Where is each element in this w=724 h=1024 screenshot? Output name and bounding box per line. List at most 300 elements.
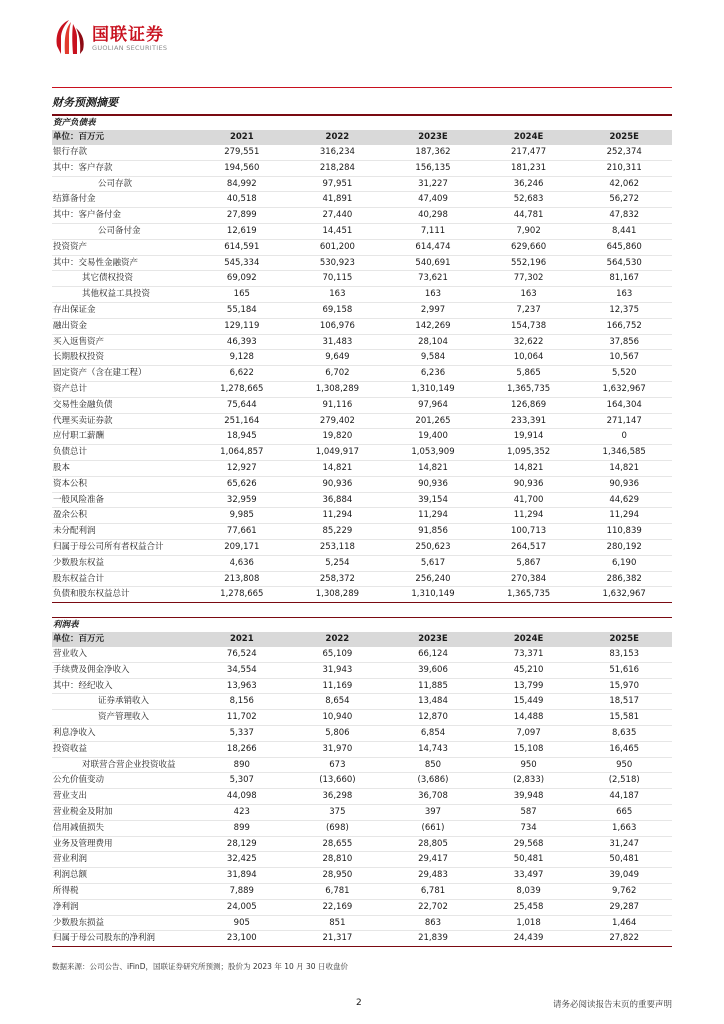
table-row	[52, 302, 672, 318]
cell-value: 1,464	[576, 915, 672, 931]
cell-value: 164,304	[576, 397, 672, 413]
cell-value: 163	[385, 287, 481, 303]
row-label: 营业支出	[52, 789, 194, 805]
cell-value: 129,119	[194, 318, 290, 334]
cell-value: 83,153	[576, 647, 672, 662]
cell-value: 65,109	[290, 647, 386, 662]
cell-value: 44,098	[194, 789, 290, 805]
cell-value: (698)	[290, 820, 386, 836]
year-header: 2025E	[576, 130, 672, 145]
cell-value: 24,439	[481, 931, 577, 947]
table-row	[52, 239, 672, 255]
header-rule	[52, 87, 672, 88]
cell-value: 1,018	[481, 915, 577, 931]
cell-value: 564,530	[576, 255, 672, 271]
cell-value: 851	[290, 915, 386, 931]
table-row	[52, 492, 672, 508]
row-label: 未分配利润	[52, 524, 194, 540]
data-source-note: 数据来源：公司公告、iFinD，国联证券研究所预测；股价为 2023 年 10 月 30 日收盘价	[52, 962, 348, 971]
cell-value: 28,104	[385, 334, 481, 350]
table-row	[52, 678, 672, 694]
row-label: 公允价值变动	[52, 773, 194, 789]
cell-value: 73,621	[385, 271, 481, 287]
cell-value: 11,169	[290, 678, 386, 694]
cell-value: 5,337	[194, 725, 290, 741]
cell-value: (2,518)	[576, 773, 672, 789]
table-row	[52, 662, 672, 678]
cell-value: 14,821	[290, 460, 386, 476]
row-label: 少数股东权益	[52, 555, 194, 571]
cell-value: 37,856	[576, 334, 672, 350]
cell-value: 423	[194, 804, 290, 820]
row-label: 利息净收入	[52, 725, 194, 741]
row-label: 业务及管理费用	[52, 836, 194, 852]
year-header: 2021	[194, 632, 290, 647]
cell-value: 316,234	[290, 145, 386, 160]
cell-value: 1,310,149	[385, 381, 481, 397]
cell-value: 66,124	[385, 647, 481, 662]
cell-value: 65,626	[194, 476, 290, 492]
row-label: 资产管理收入	[52, 710, 194, 726]
cell-value: 39,154	[385, 492, 481, 508]
cell-value: 47,409	[385, 192, 481, 208]
cell-value: 1,346,585	[576, 445, 672, 461]
row-label: 证券承销收入	[52, 694, 194, 710]
disclaimer-note: 请务必阅读报告末页的重要声明	[552, 1000, 672, 1010]
cell-value: 91,116	[290, 397, 386, 413]
cell-value: 165	[194, 287, 290, 303]
cell-value: 271,147	[576, 413, 672, 429]
cell-value: 163	[576, 287, 672, 303]
row-label: 银行存款	[52, 145, 194, 160]
row-label: 买入返售资产	[52, 334, 194, 350]
cell-value: 39,049	[576, 868, 672, 884]
row-label: 投资资产	[52, 239, 194, 255]
cell-value: 46,393	[194, 334, 290, 350]
cell-value: 18,266	[194, 741, 290, 757]
table-row	[52, 445, 672, 461]
cell-value: 36,298	[290, 789, 386, 805]
cell-value: 6,236	[385, 366, 481, 382]
cell-value: 250,623	[385, 539, 481, 555]
cell-value: 545,334	[194, 255, 290, 271]
cell-value: 40,298	[385, 208, 481, 224]
table-row	[52, 381, 672, 397]
cell-value: 32,622	[481, 334, 577, 350]
cell-value: 587	[481, 804, 577, 820]
row-label: 其它债权投资	[52, 271, 194, 287]
cell-value: 13,799	[481, 678, 577, 694]
cell-value: 21,317	[290, 931, 386, 947]
year-header: 2023E	[385, 130, 481, 145]
cell-value: 106,976	[290, 318, 386, 334]
table-row	[52, 773, 672, 789]
cell-value: 201,265	[385, 413, 481, 429]
row-label: 公司存款	[52, 176, 194, 192]
year-header: 2022	[290, 632, 386, 647]
cell-value: 217,477	[481, 145, 577, 160]
cell-value: 863	[385, 915, 481, 931]
table-row	[52, 883, 672, 899]
year-header: 2023E	[385, 632, 481, 647]
cell-value: 6,702	[290, 366, 386, 382]
cell-value: 75,644	[194, 397, 290, 413]
cell-value: 10,940	[290, 710, 386, 726]
cell-value: 27,899	[194, 208, 290, 224]
cell-value: 91,856	[385, 524, 481, 540]
cell-value: 29,483	[385, 868, 481, 884]
brand-name-en: GUOLIAN SECURITIES	[92, 44, 168, 52]
table-row	[52, 836, 672, 852]
year-header: 2024E	[481, 632, 577, 647]
cell-value: 28,950	[290, 868, 386, 884]
cell-value: 5,806	[290, 725, 386, 741]
cell-value: 8,156	[194, 694, 290, 710]
row-label: 存出保证金	[52, 302, 194, 318]
row-label: 营业税金及附加	[52, 804, 194, 820]
cell-value: 253,118	[290, 539, 386, 555]
row-label: 其中：客户存款	[52, 160, 194, 176]
table-row	[52, 868, 672, 884]
cell-value: 97,964	[385, 397, 481, 413]
cell-value: 1,365,735	[481, 381, 577, 397]
cell-value: 73,371	[481, 647, 577, 662]
cell-value: 25,458	[481, 899, 577, 915]
cell-value: 950	[481, 757, 577, 773]
cell-value: 1,663	[576, 820, 672, 836]
cell-value: 56,272	[576, 192, 672, 208]
cell-value: (2,833)	[481, 773, 577, 789]
cell-value: 673	[290, 757, 386, 773]
cell-value: 256,240	[385, 571, 481, 587]
cell-value: 31,894	[194, 868, 290, 884]
cell-value: 12,927	[194, 460, 290, 476]
cell-value: 552,196	[481, 255, 577, 271]
row-label: 结算备付金	[52, 192, 194, 208]
table-row	[52, 208, 672, 224]
table-row	[52, 287, 672, 303]
cell-value: 1,095,352	[481, 445, 577, 461]
cell-value: 36,708	[385, 789, 481, 805]
cell-value: 15,970	[576, 678, 672, 694]
cell-value: 24,005	[194, 899, 290, 915]
cell-value: 7,097	[481, 725, 577, 741]
cell-value: 77,661	[194, 524, 290, 540]
cell-value: 166,752	[576, 318, 672, 334]
cell-value: 36,246	[481, 176, 577, 192]
table-row	[52, 271, 672, 287]
cell-value: 899	[194, 820, 290, 836]
cell-value: 5,865	[481, 366, 577, 382]
cell-value: 905	[194, 915, 290, 931]
cell-value: 28,805	[385, 836, 481, 852]
row-label: 资产总计	[52, 381, 194, 397]
cell-value: 279,402	[290, 413, 386, 429]
cell-value: 12,870	[385, 710, 481, 726]
table-row	[52, 334, 672, 350]
brand-mark-icon	[52, 18, 86, 56]
table-row	[52, 647, 672, 662]
cell-value: 665	[576, 804, 672, 820]
cell-value: 41,700	[481, 492, 577, 508]
cell-value: 28,810	[290, 852, 386, 868]
cell-value: 32,425	[194, 852, 290, 868]
cell-value: 7,111	[385, 223, 481, 239]
cell-value: 21,839	[385, 931, 481, 947]
cell-value: 18,517	[576, 694, 672, 710]
cell-value: 31,943	[290, 662, 386, 678]
cell-value: 213,808	[194, 571, 290, 587]
row-label: 股东权益合计	[52, 571, 194, 587]
cell-value: 69,158	[290, 302, 386, 318]
cell-value: 1,053,909	[385, 445, 481, 461]
cell-value: 9,762	[576, 883, 672, 899]
cell-value: 154,738	[481, 318, 577, 334]
cell-value: 1,049,917	[290, 445, 386, 461]
row-label: 手续费及佣金净收入	[52, 662, 194, 678]
cell-value: 76,524	[194, 647, 290, 662]
cell-value: 252,374	[576, 145, 672, 160]
cell-value: 22,702	[385, 899, 481, 915]
cell-value: 41,891	[290, 192, 386, 208]
table-title-row	[52, 618, 672, 633]
cell-value: 6,190	[576, 555, 672, 571]
cell-value: 28,655	[290, 836, 386, 852]
cell-value: 375	[290, 804, 386, 820]
cell-value: 2,997	[385, 302, 481, 318]
balance-title: 资产负债表	[52, 116, 672, 130]
row-label: 利润总额	[52, 868, 194, 884]
row-label: 对联营合营企业投资收益	[52, 757, 194, 773]
row-label: 少数股东损益	[52, 915, 194, 931]
row-label: 融出资金	[52, 318, 194, 334]
cell-value: 1,365,735	[481, 587, 577, 603]
cell-value: 90,936	[385, 476, 481, 492]
cell-value: 11,294	[290, 508, 386, 524]
cell-value: 50,481	[576, 852, 672, 868]
cell-value: (13,660)	[290, 773, 386, 789]
row-label: 投资收益	[52, 741, 194, 757]
row-label: 营业收入	[52, 647, 194, 662]
page-number: 2	[356, 998, 362, 1008]
row-label: 其中：经纪收入	[52, 678, 194, 694]
cell-value: 890	[194, 757, 290, 773]
row-label: 公司备付金	[52, 223, 194, 239]
row-label: 长期股权投资	[52, 350, 194, 366]
unit-header: 单位：百万元	[52, 632, 194, 647]
cell-value: 15,581	[576, 710, 672, 726]
cell-value: 12,375	[576, 302, 672, 318]
cell-value: 530,923	[290, 255, 386, 271]
cell-value: 1,278,665	[194, 381, 290, 397]
brand-name-cn: 国联证券	[92, 25, 164, 45]
table-row	[52, 176, 672, 192]
cell-value: 44,187	[576, 789, 672, 805]
cell-value: 110,839	[576, 524, 672, 540]
row-label: 应付职工薪酬	[52, 429, 194, 445]
cell-value: 32,959	[194, 492, 290, 508]
cell-value: 1,308,289	[290, 587, 386, 603]
row-label: 归属于母公司股东的净利润	[52, 931, 194, 947]
cell-value: 1,310,149	[385, 587, 481, 603]
row-label: 信用减值损失	[52, 820, 194, 836]
cell-value: 39,606	[385, 662, 481, 678]
row-label: 归属于母公司所有者权益合计	[52, 539, 194, 555]
cell-value: 6,622	[194, 366, 290, 382]
cell-value: 6,781	[385, 883, 481, 899]
cell-value: 9,128	[194, 350, 290, 366]
cell-value: 31,483	[290, 334, 386, 350]
brand-logo	[52, 14, 192, 60]
cell-value: 280,192	[576, 539, 672, 555]
row-label: 负债总计	[52, 445, 194, 461]
cell-value: 734	[481, 820, 577, 836]
row-label: 负债和股东权益总计	[52, 587, 194, 603]
cell-value: 42,062	[576, 176, 672, 192]
section-title: 财务预测摘要	[52, 96, 118, 109]
table-row	[52, 508, 672, 524]
cell-value: 14,488	[481, 710, 577, 726]
table-row	[52, 571, 672, 587]
cell-value: 5,867	[481, 555, 577, 571]
cell-value: 9,649	[290, 350, 386, 366]
cell-value: 22,169	[290, 899, 386, 915]
row-label: 盈余公积	[52, 508, 194, 524]
cell-value: 163	[481, 287, 577, 303]
cell-value: 29,568	[481, 836, 577, 852]
table-row	[52, 694, 672, 710]
table-row	[52, 524, 672, 540]
cell-value: 4,636	[194, 555, 290, 571]
table-row	[52, 397, 672, 413]
table-row	[52, 192, 672, 208]
cell-value: 13,484	[385, 694, 481, 710]
cell-value: 5,254	[290, 555, 386, 571]
table-row	[52, 852, 672, 868]
table-row	[52, 476, 672, 492]
table-title-row	[52, 116, 672, 130]
row-label: 交易性金融负债	[52, 397, 194, 413]
year-header: 2022	[290, 130, 386, 145]
cell-value: 7,889	[194, 883, 290, 899]
cell-value: 9,584	[385, 350, 481, 366]
cell-value: 286,382	[576, 571, 672, 587]
income-title: 利润表	[52, 618, 672, 633]
cell-value: 181,231	[481, 160, 577, 176]
table-row	[52, 366, 672, 382]
cell-value: 7,902	[481, 223, 577, 239]
cell-value: 14,821	[576, 460, 672, 476]
cell-value: 156,135	[385, 160, 481, 176]
cell-value: 31,227	[385, 176, 481, 192]
cell-value: 850	[385, 757, 481, 773]
year-header: 2025E	[576, 632, 672, 647]
cell-value: 70,115	[290, 271, 386, 287]
cell-value: 251,164	[194, 413, 290, 429]
cell-value: 14,743	[385, 741, 481, 757]
cell-value: 6,781	[290, 883, 386, 899]
cell-value: 645,860	[576, 239, 672, 255]
cell-value: 8,441	[576, 223, 672, 239]
cell-value: 14,821	[481, 460, 577, 476]
table-row	[52, 587, 672, 603]
cell-value: 601,200	[290, 239, 386, 255]
cell-value: 5,307	[194, 773, 290, 789]
cell-value: (3,686)	[385, 773, 481, 789]
cell-value: 163	[290, 287, 386, 303]
row-label: 所得税	[52, 883, 194, 899]
row-label: 固定资产（含在建工程）	[52, 366, 194, 382]
unit-header: 单位：百万元	[52, 130, 194, 145]
table-row	[52, 899, 672, 915]
cell-value: 51,616	[576, 662, 672, 678]
cell-value: 9,985	[194, 508, 290, 524]
table-row	[52, 223, 672, 239]
cell-value: 97,951	[290, 176, 386, 192]
cell-value: 11,294	[576, 508, 672, 524]
table-row	[52, 931, 672, 947]
cell-value: 14,821	[385, 460, 481, 476]
cell-value: 209,171	[194, 539, 290, 555]
row-label: 其他权益工具投资	[52, 287, 194, 303]
cell-value: 29,417	[385, 852, 481, 868]
cell-value: 34,554	[194, 662, 290, 678]
cell-value: 40,518	[194, 192, 290, 208]
table-row	[52, 350, 672, 366]
cell-value: 31,970	[290, 741, 386, 757]
cell-value: (661)	[385, 820, 481, 836]
table-row	[52, 820, 672, 836]
cell-value: 540,691	[385, 255, 481, 271]
table-row	[52, 555, 672, 571]
cell-value: 5,617	[385, 555, 481, 571]
cell-value: 69,092	[194, 271, 290, 287]
cell-value: 11,294	[481, 508, 577, 524]
cell-value: 11,885	[385, 678, 481, 694]
cell-value: 8,654	[290, 694, 386, 710]
table-row	[52, 413, 672, 429]
cell-value: 1,278,665	[194, 587, 290, 603]
balance-sheet	[52, 116, 672, 603]
cell-value: 52,683	[481, 192, 577, 208]
cell-value: 11,294	[385, 508, 481, 524]
cell-value: 85,229	[290, 524, 386, 540]
row-label: 一般风险准备	[52, 492, 194, 508]
cell-value: 27,822	[576, 931, 672, 947]
table-row	[52, 741, 672, 757]
cell-value: 23,100	[194, 931, 290, 947]
cell-value: 1,064,857	[194, 445, 290, 461]
cell-value: 8,635	[576, 725, 672, 741]
cell-value: 39,948	[481, 789, 577, 805]
cell-value: 18,945	[194, 429, 290, 445]
cell-value: 6,854	[385, 725, 481, 741]
cell-value: 15,108	[481, 741, 577, 757]
cell-value: 14,451	[290, 223, 386, 239]
cell-value: 194,560	[194, 160, 290, 176]
cell-value: 47,832	[576, 208, 672, 224]
row-label: 其中：交易性金融资产	[52, 255, 194, 271]
cell-value: 7,237	[481, 302, 577, 318]
cell-value: 629,660	[481, 239, 577, 255]
cell-value: 126,869	[481, 397, 577, 413]
table-header-row	[52, 130, 672, 145]
cell-value: 614,474	[385, 239, 481, 255]
cell-value: 50,481	[481, 852, 577, 868]
cell-value: 27,440	[290, 208, 386, 224]
cell-value: 397	[385, 804, 481, 820]
table-row	[52, 804, 672, 820]
